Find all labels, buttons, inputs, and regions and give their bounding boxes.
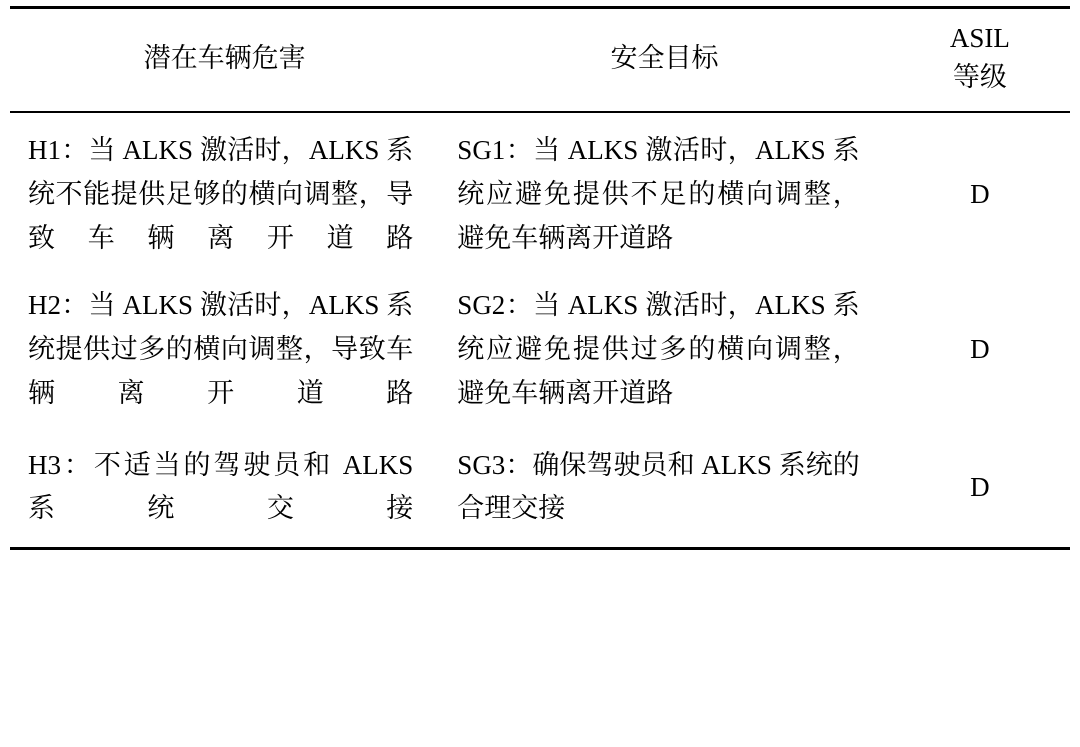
hazard-text-h3: H3：不适当的驾驶员和 ALKS 系统交接 [28,449,414,524]
table-header [10,8,1070,113]
table-row [10,430,1070,549]
hazard-text-h1: H1：当 ALKS 激活时，ALKS 系统不能提供足够的横向调整，导致车辆离开道路 [28,135,414,253]
column-header-asil [890,8,1070,113]
cell-hazard-h3 [10,430,439,549]
cell-safety-goal-sg3 [439,430,890,549]
cell-asil-h2: D [970,334,990,365]
cell-asil-h1: D [970,179,990,210]
safety-goal-text-sg1: SG1：当 ALKS 激活时，ALKS 系统应避免提供不足的横向调整，避免车辆离开道路 [457,135,860,253]
cell-safety-goal-sg1 [439,112,890,270]
table-row [10,270,1070,429]
column-header-hazard-line-1: 潜在车辆危害 [143,42,306,73]
cell-safety-goal-sg2 [439,270,890,429]
cell-hazard-h2 [10,270,439,429]
table-body [10,112,1070,548]
hazard-text-h2: H2：当 ALKS 激活时，ALKS 系统提供过多的横向调整，导致车辆离开道路 [28,290,414,408]
table-row [10,112,1070,270]
column-header-asil-line-2: 等级 [952,62,1007,93]
safety-goal-text-sg3: SG3：确保驾驶员和 ALKS 系统的合理交接 [457,449,860,524]
cell-asil-h3: D [890,430,1070,549]
column-header-safety-goal [439,8,890,113]
table-header-row [10,8,1070,113]
column-header-asil-line-1: ASIL [949,23,1010,53]
column-header-safety-goal-line-1: 安全目标 [610,42,719,73]
column-header-hazard [10,8,439,113]
safety-goal-text-sg2: SG2：当 ALKS 激活时，ALKS 系统应避免提供过多的横向调整，避免车辆离开道路 [457,290,860,408]
hazard-analysis-table [10,6,1070,550]
cell-hazard-h1 [10,112,439,270]
